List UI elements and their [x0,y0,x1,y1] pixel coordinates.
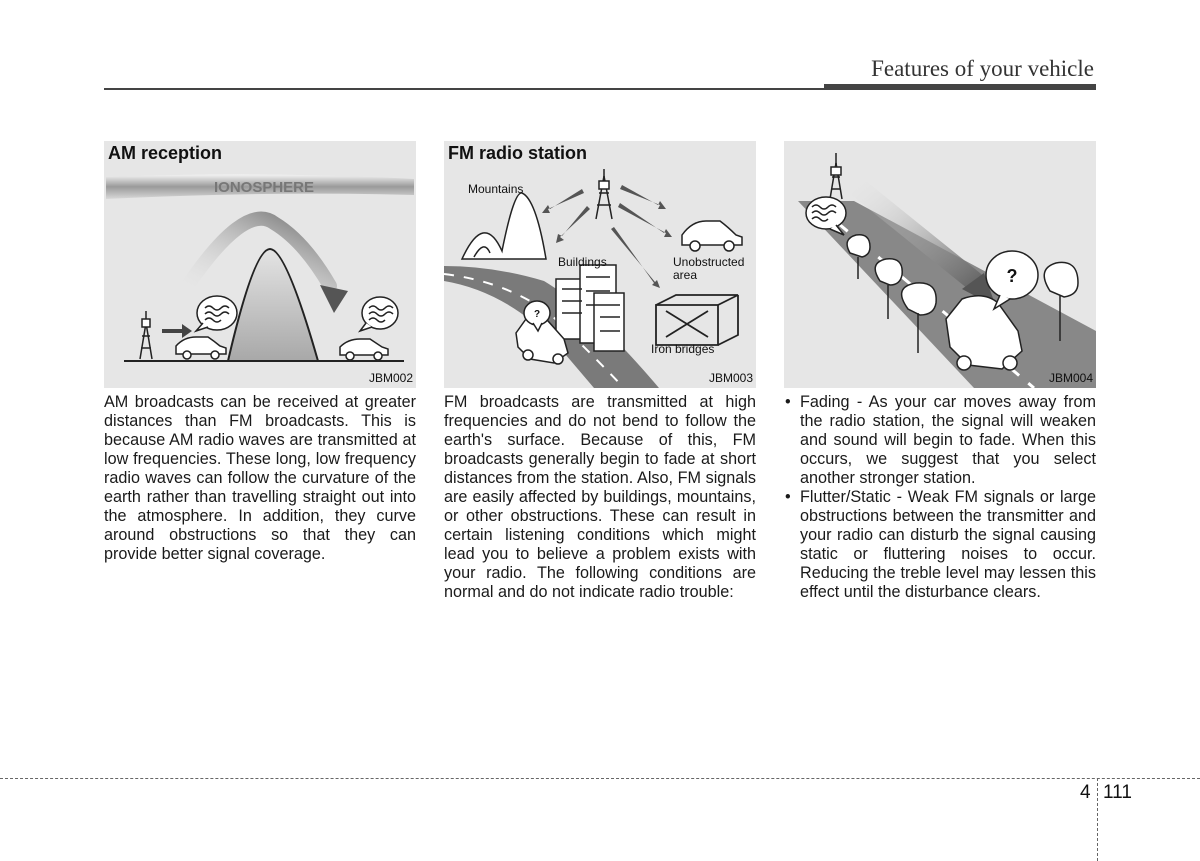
fm-station-illustration [444,141,756,388]
label-unobstructed: Unobstructed [673,255,745,269]
label-iron-bridges: Iron bridges [651,342,715,356]
am-text-column [104,393,416,564]
footer-rule [0,778,1200,779]
fading-illustration [784,141,1096,388]
am-paragraph: AM broadcasts can be received at greater distances than FM broadcasts. This is because AM radio waves are transmitted at low frequencies. These long, low frequency radio waves can follow the curvature of the earth rather than travelling straight out into the atmosphere. In addition, they curve around obstructions so that they can provide better signal coverage. [104,393,416,563]
conditions-column [784,393,1096,602]
am-tower [140,311,152,359]
figure-title: AM reception [108,143,223,163]
fading-question-mark: ? [1006,266,1018,286]
am-car-left [176,337,226,359]
fm-station-figure [444,141,756,388]
condition-flutter-static: • Flutter/Static - Weak FM signals or large obstructions between the transmitter and your radio can disturb the signal causing static or fluttering noises to occur. Reducing the treble level may lessen this effect until the disturbance clears. [784,488,1096,602]
conditions-list [784,393,1096,602]
figure-code: JBM002 [368,371,413,385]
am-speech-bubble-right [360,297,398,331]
am-signal-arrow [162,324,192,338]
fm-question-mark: ? [533,309,541,320]
figure-title: FM radio station [448,143,587,163]
fm-buildings [556,265,624,351]
label-buildings: Buildings [558,255,607,269]
am-reception-figure [104,141,416,388]
figure-code: JBM003 [708,371,753,385]
page-header-title: Features of your vehicle [871,56,1094,81]
am-mountain [228,249,318,361]
fm-paragraph: FM broadcasts are transmitted at high frequencies and do not bend to follow the earth's surface. Because of this, FM broadcasts generally begin to fade at short distances from the station. Also, FM signals are easily affected by buildings, mountains, or other obstructions. These can result in certain listening conditions which might lead you to believe a problem exists with your radio. The following conditions are normal and do not indicate radio trouble: [444,393,756,601]
figure-code: JBM004 [1048,371,1093,385]
am-wave-arrowhead [320,285,348,313]
condition-fading: • Fading - As your car moves away from the radio station, the signal will weaken and sound will begin to fade. When this occurs, we suggest that you select another stronger station. [784,393,1096,488]
fading-tower [830,153,842,199]
fm-text-column [444,393,756,602]
chapter-number: 4 [1080,782,1091,803]
fm-unobstructed-car [682,221,742,251]
fading-speech-bubble [806,197,846,235]
fm-iron-bridge [656,295,738,345]
am-speech-bubble-left [196,296,237,331]
fading-figure [784,141,1096,388]
am-reception-illustration [104,141,416,388]
label-unobstructed-area: area [673,268,698,282]
label-mountains: Mountains [468,182,524,196]
fm-tower [596,169,612,219]
am-car-right [340,339,388,360]
fm-mountains [462,193,546,259]
footer-divider [1097,778,1098,861]
ionosphere-label: IONOSPHERE [213,179,315,196]
page-number: 111 [1103,782,1132,803]
header-rule-accent [824,84,1096,90]
